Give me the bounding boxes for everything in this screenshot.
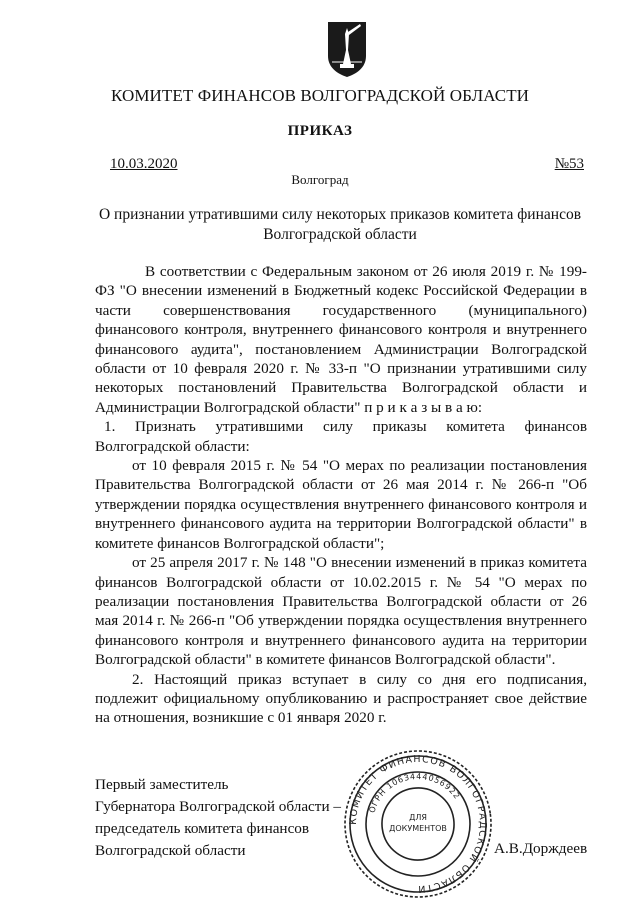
committee-name: КОМИТЕТ ФИНАНСОВ ВОЛГОГРАДСКОЙ ОБЛАСТИ	[110, 86, 530, 105]
order-date: 10.03.2020	[110, 156, 178, 172]
document-title: ПРИКАЗ	[287, 123, 353, 139]
order-body	[95, 262, 587, 728]
paragraph-order-54: от 10 февраля 2015 г. № 54 "О мерах по реализации постановления Правительства Волгоградской области от 26 мая 2014 г. № 266-п "Об утверждении порядка осуществления внутреннего финансового контроля и внутреннего финансового аудита на территории Волгоградской области" в комитете финансов Волгоградской области";	[95, 457, 587, 552]
seal-center-line-1: ДЛЯ	[409, 813, 427, 822]
signatory-line-4: Волгоградской области	[95, 842, 246, 859]
signatory-name: А.В.Дорждеев	[494, 840, 588, 857]
paragraph-item-1: 1. Признать утратившими силу приказы комитета финансов Волгоградской области:	[95, 418, 587, 455]
paragraph-item-2: 2. Настоящий приказ вступает в силу со дня его подписания, подлежит официальному опубликованию и распространяет свое действие на отношения, возникшие с 01 января 2020 г.	[95, 670, 587, 727]
city-name: Волгоград	[291, 172, 349, 187]
order-subject: О признании утратившими силу некоторых приказов комитета финансов Волгоградской области	[98, 206, 582, 243]
order-number: №53	[554, 156, 584, 172]
signatory-line-3: председатель комитета финансов	[95, 820, 310, 837]
seal-center-line-2: ДОКУМЕНТОВ	[389, 824, 447, 833]
official-seal	[338, 750, 498, 898]
signatory-position	[95, 774, 341, 862]
seal-inner-text: ОГРН 1063444056922	[367, 771, 462, 815]
paragraph-preamble: В соответствии с Федеральным законом от 26 июля 2019 г. № 199-ФЗ "О внесении изменений в Бюджетный кодекс Российской Федерации в части совершенствования государственного (муниципального) финансового контроля, внутреннего финансового контроля и внутреннего финансового аудита", постановлением Администрации Волгоградской области от 10 февраля 2020 г. № 33-п "О признании утратившими силу некоторых постановлений Правительства Волгоградской области и Администрации Волгоградской области" п р и к а з ы в а ю:	[95, 263, 587, 416]
signatory-line-1: Первый заместитель	[95, 776, 229, 793]
signatory-line-2: Губернатора Волгоградской области –	[95, 798, 341, 815]
seal-outer-text: КОМИТЕТ ФИНАНСОВ ВОЛГОГРАДСКОЙ ОБЛАСТИ	[347, 753, 489, 895]
coat-of-arms-icon	[326, 20, 368, 78]
paragraph-order-148: от 25 апреля 2017 г. № 148 "О внесении изменений в приказ комитета финансов Волгоградской области от 10.02.2015 г. № 54 "О мерах по реализации постановления Правительства Волгоградской области от 26 мая 2014 г. № 266-п "Об утверждении порядка осуществления внутреннего финансового контроля и внутреннего финансового аудита на территории Волгоградской области" в комитете финансов Волгоградской области".	[95, 554, 587, 669]
